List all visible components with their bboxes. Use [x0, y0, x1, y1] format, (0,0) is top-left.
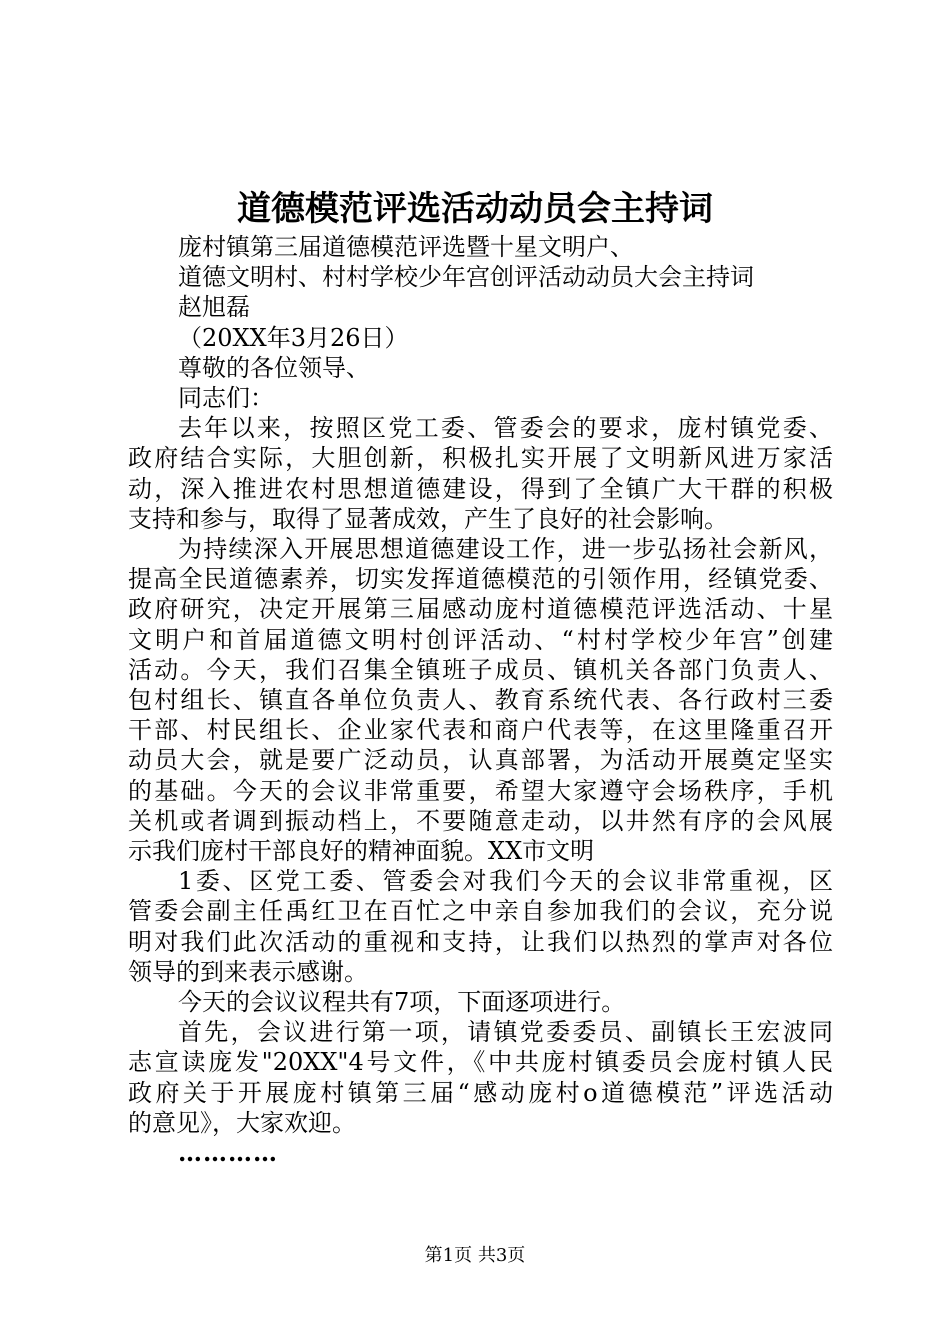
paragraph-line: 干部、村民组长、企业家代表和商户代表等，在这里隆重召开: [128, 716, 833, 745]
document-date: （20XX年3月26日）: [178, 323, 409, 352]
author-name: 赵旭磊: [178, 293, 250, 322]
paragraph-5: [128, 1017, 833, 1138]
salutation-line: 同志们：: [178, 384, 274, 413]
paragraph-line: 1委、区党工委、管委会对我们今天的会议非常重视，区: [178, 867, 833, 896]
paragraph-line: 明对我们此次活动的重视和支持，让我们以热烈的掌声对各位: [128, 927, 833, 956]
paragraph-line: 示我们庞村干部良好的精神面貌。XX市文明: [128, 837, 595, 866]
paragraph-line: 政府研究，决定开展第三届感动庞村道德模范评选活动、十星: [128, 595, 833, 624]
paragraph-line: 关机或者调到振动档上，不要随意走动，以井然有序的会风展: [128, 806, 833, 835]
paragraph-line: 今天的会议议程共有7项，下面逐项进行。: [178, 988, 626, 1017]
header-line: 道德文明村、村村学校少年宫创评活动动员大会主持词: [178, 263, 754, 292]
paragraph-line: 政府关于开展庞村镇第三届“感动庞村o道德模范”评选活动: [128, 1078, 833, 1107]
paragraph-line: 提高全民道德素养，切实发挥道德模范的引领作用，经镇党委、: [128, 565, 833, 594]
header-line: 庞村镇第三届道德模范评选暨十星文明户、: [178, 233, 634, 261]
paragraph-line: 包村组长、镇直各单位负责人、教育系统代表、各行政村三委: [128, 686, 833, 715]
paragraph-line: 活动。今天，我们召集全镇班子成员、镇机关各部门负责人、: [128, 655, 833, 684]
paragraph-line: 政府结合实际，大胆创新，积极扎实开展了文明新风进万家活: [128, 444, 833, 473]
paragraph-line: 为持续深入开展思想道德建设工作，进一步弘扬社会新风，: [178, 535, 833, 564]
paragraph-line: 动，深入推进农村思想道德建设，得到了全镇广大干群的积极: [128, 474, 833, 503]
paragraph-line: 动员大会，就是要广泛动员，认真部署，为活动开展奠定坚实: [128, 746, 833, 775]
paragraph-1: [128, 413, 833, 534]
page-footer: 第1页 共3页: [424, 1245, 526, 1266]
paragraph-line: 去年以来，按照区党工委、管委会的要求，庞村镇党委、: [178, 414, 833, 443]
paragraph-line: 支持和参与，取得了显著成效，产生了良好的社会影响。: [128, 504, 728, 533]
paragraph-line: 志宣读庞发"20XX"4号文件，《中共庞村镇委员会庞村镇人民: [128, 1048, 833, 1077]
paragraph-line: 的基础。今天的会议非常重要，希望大家遵守会场秩序，手机: [128, 776, 833, 805]
paragraph-line: 的意见》，大家欢迎。: [128, 1108, 356, 1137]
paragraph-line: 首先，会议进行第一项，请镇党委委员、副镇长王宏波同: [178, 1018, 833, 1047]
paragraph-3: [128, 866, 833, 987]
paragraph-4: [128, 987, 833, 1017]
paragraph-line: 管委会副主任禹红卫在百忙之中亲自参加我们的会议，充分说: [128, 897, 833, 926]
paragraph-line: 文明户和首届道德文明村创评活动、“村村学校少年宫”创建: [128, 625, 833, 654]
paragraph-line: 领导的到来表示感谢。: [128, 957, 368, 986]
continuation-ellipsis: …………: [178, 1138, 278, 1168]
salutation-line: 尊敬的各位领导、: [178, 353, 370, 382]
document-title: 道德模范评选活动动员会主持词: [237, 189, 713, 229]
document-body: [128, 232, 833, 1168]
paragraph-2: [128, 534, 833, 866]
